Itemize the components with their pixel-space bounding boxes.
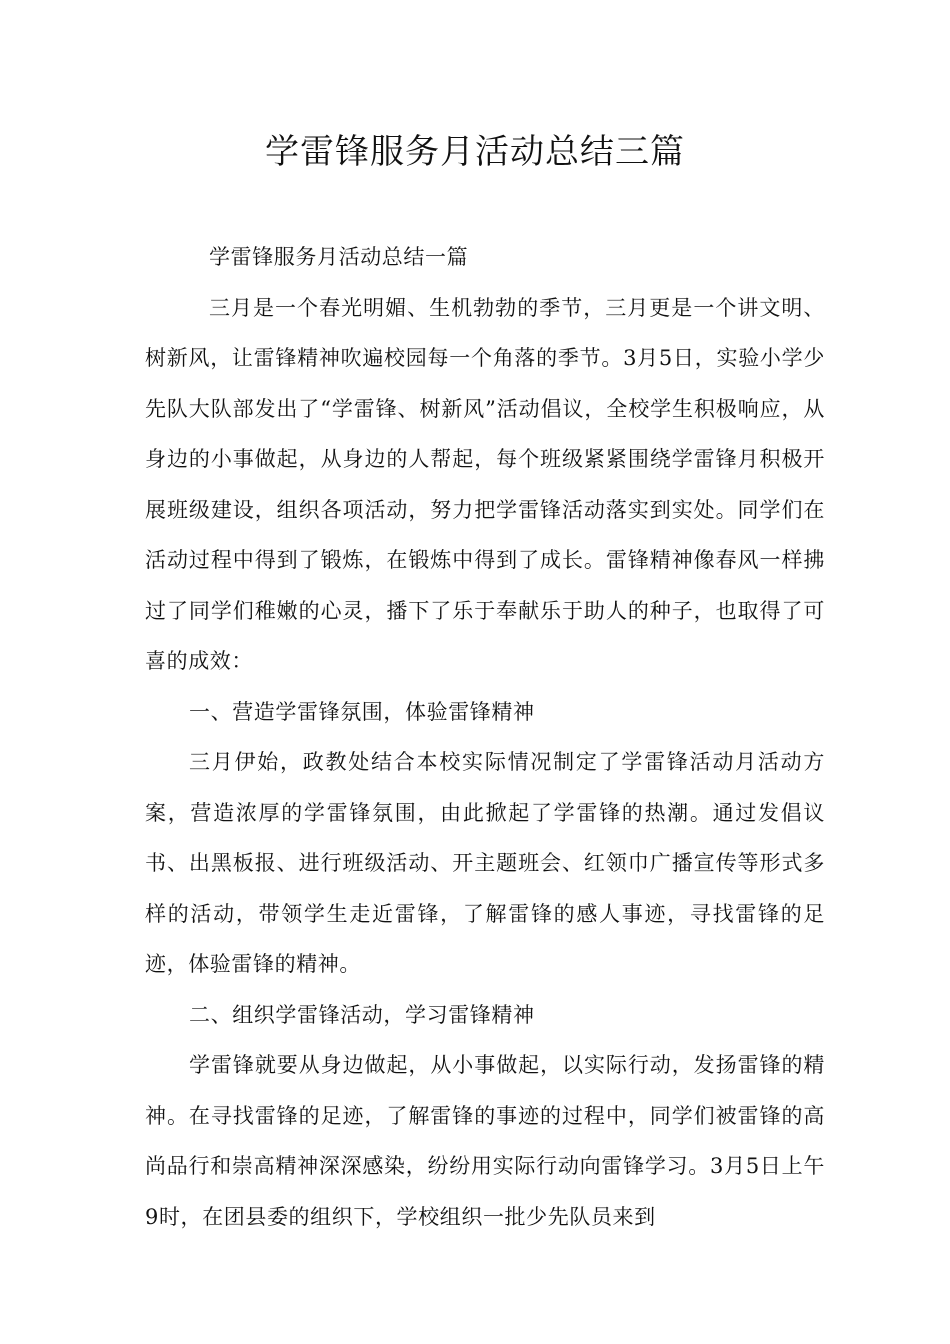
section-subtitle: 学雷锋服务月活动总结一篇: [209, 245, 469, 269]
intro-paragraph: 三月是一个春光明媚、生机勃勃的季节，三月更是一个讲文明、树新风，让雷锋精神吹遍校园每一个角落的季节。3月5日，实验小学少先队大队部发出了“学雷锋、树新风”活动倡议，全校学生积极响应，从身边的小事做起，从身边的人帮起，每个班级紧紧围绕学雷锋月积极开展班级建设，组织各项活动，努力把学雷锋活动落实到实处。同学们在活动过程中得到了锻炼，在锻炼中得到了成长。雷锋精神像春风一样拂过了同学们稚嫩的心灵，播下了乐于奉献乐于助人的种子，也取得了可喜的成效：: [145, 295, 825, 673]
section-heading-1: 一、营造学雷锋氛围，体验雷锋精神: [189, 699, 535, 724]
section-heading-2: 二、组织学雷锋活动，学习雷锋精神: [189, 1002, 535, 1027]
document-title: 学雷锋服务月活动总结三篇: [265, 132, 685, 172]
document-body: [145, 232, 825, 1242]
section-paragraph-1: 三月伊始，政教处结合本校实际情况制定了学雷锋活动月活动方案，营造浓厚的学雷锋氛围，由此掀起了学雷锋的热潮。通过发倡议书、出黑板报、进行班级活动、开主题班会、红领巾广播宣传等形式多样的活动，带领学生走近雷锋，了解雷锋的感人事迹，寻找雷锋的足迹，体验雷锋的精神。: [145, 750, 825, 976]
section-paragraph-2: 学雷锋就要从身边做起，从小事做起，以实际行动，发扬雷锋的精神。在寻找雷锋的足迹，了解雷锋的事迹的过程中，同学们被雷锋的高尚品行和崇高精神深深感染，纷纷用实际行动向雷锋学习。3月5日上午9时，在团县委的组织下，学校组织一批少先队员来到: [145, 1053, 825, 1229]
